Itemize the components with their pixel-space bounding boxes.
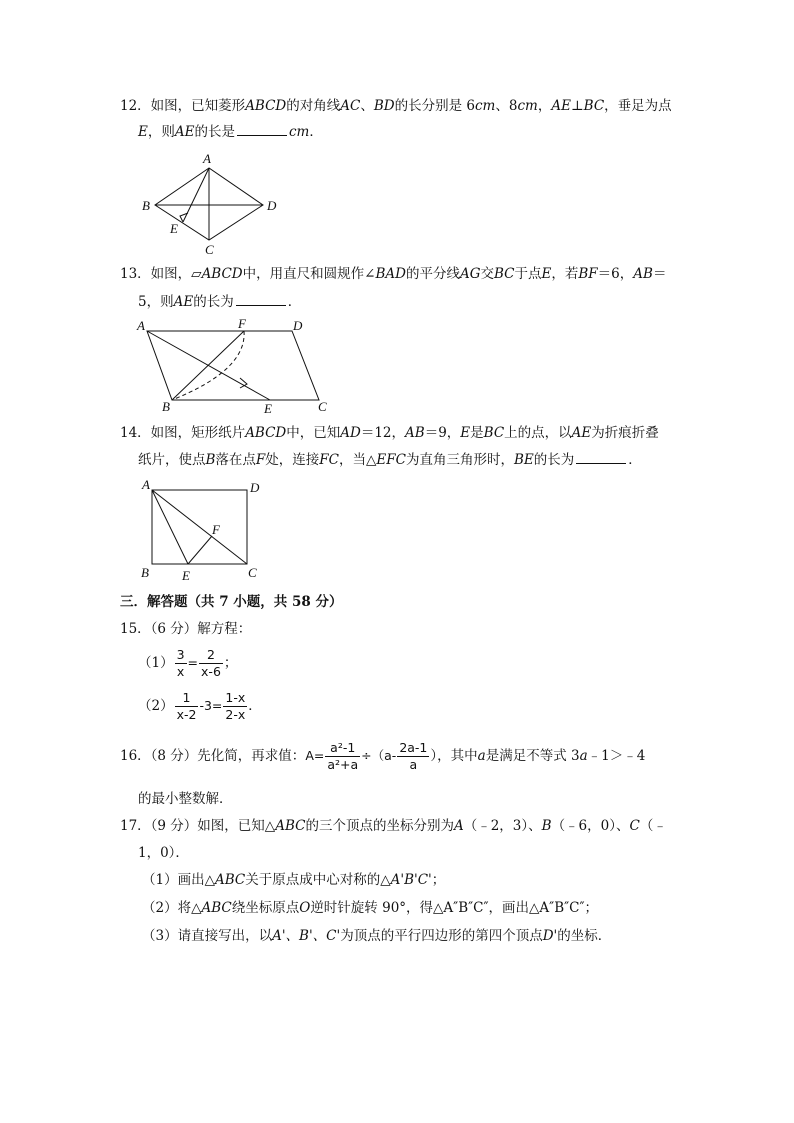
q15-part2 bbox=[138, 688, 262, 724]
denominator: a bbox=[409, 757, 418, 772]
q12-unit: cm bbox=[517, 98, 538, 114]
q14-text: 为折痕折叠 bbox=[591, 425, 659, 441]
q13-ab: AB bbox=[633, 266, 653, 282]
fraction bbox=[175, 647, 187, 680]
q12-text: 的对角线 bbox=[286, 98, 341, 114]
segment-ae bbox=[152, 490, 188, 564]
denominator: a²+a bbox=[327, 757, 359, 772]
q17-text: 17．（9 分）如图，已知△ bbox=[120, 818, 276, 834]
q13-bf: BF bbox=[578, 266, 598, 282]
q17-text: 绕坐标原点 bbox=[231, 900, 300, 916]
q14-text: ，当△ bbox=[339, 452, 377, 468]
q12-label-d: D bbox=[267, 198, 277, 213]
q13-ae: AE bbox=[173, 294, 194, 310]
q14-text: 落在点 bbox=[215, 452, 256, 468]
q13-label-a: A bbox=[137, 318, 145, 333]
q12-e: E bbox=[138, 124, 148, 140]
q12-text: ． bbox=[309, 124, 323, 140]
q13-text: ，若 bbox=[551, 266, 579, 282]
q12-label-c: C bbox=[205, 242, 214, 257]
q14-text: 是 bbox=[470, 425, 484, 441]
denominator: x-6 bbox=[201, 664, 221, 679]
q14-label-d: D bbox=[250, 480, 260, 495]
q12-unit: cm bbox=[475, 98, 496, 114]
fraction bbox=[199, 647, 223, 680]
q13-label-b: B bbox=[162, 399, 170, 414]
q12-text: ，则 bbox=[147, 124, 175, 140]
q17-points: A'、B'、C' bbox=[272, 928, 341, 944]
q17-text: （3）请直接写出，以 bbox=[142, 928, 273, 944]
q12-text: ，垂足为点 bbox=[604, 98, 672, 114]
q13-text: ． bbox=[287, 294, 302, 310]
q15-part1 bbox=[138, 645, 237, 681]
expression-text: -3= bbox=[199, 698, 223, 713]
numerator: 1-x bbox=[225, 690, 246, 705]
q13-label-e: E bbox=[264, 401, 272, 416]
section-heading: 三．解答题（共 7 小题，共 58 分） bbox=[120, 594, 343, 610]
q16-text: ），其中 bbox=[430, 748, 478, 764]
q17-text: （2）将△ bbox=[142, 900, 202, 916]
q14-ae: AE bbox=[571, 425, 592, 441]
q12-unit: cm bbox=[288, 124, 310, 140]
q16-text: ﹣1＞﹣4 bbox=[587, 748, 646, 764]
expression-text: A= bbox=[305, 748, 325, 763]
q13-label-d: D bbox=[293, 318, 303, 333]
fraction bbox=[175, 690, 199, 723]
q13-ag: AG bbox=[459, 266, 481, 282]
q13-text: 的平分线 bbox=[405, 266, 460, 282]
q15-text: ； bbox=[223, 655, 238, 671]
q13-e: E bbox=[541, 266, 552, 282]
q13-abcd: ABCD bbox=[201, 266, 243, 282]
q17-a: A bbox=[453, 818, 464, 834]
q14-label-e: E bbox=[182, 568, 190, 583]
q14-text: ＝12， bbox=[360, 425, 406, 441]
q17-part3 bbox=[142, 926, 611, 946]
numerator: 2a-1 bbox=[399, 740, 428, 755]
q13-text: 的长为 bbox=[193, 294, 234, 310]
q12-text: 的长分别是 6 bbox=[394, 98, 475, 114]
q17-abc: ABC bbox=[275, 818, 306, 834]
q14-text: 14．如图，矩形纸片 bbox=[120, 425, 246, 441]
q14-text: 中，已知 bbox=[286, 425, 341, 441]
coordinate-a: （﹣2，3）、 bbox=[463, 818, 542, 834]
q17-b: B bbox=[541, 818, 552, 834]
q14-label-f: F bbox=[212, 522, 220, 537]
q13-text: ＝6， bbox=[597, 266, 634, 282]
q17-text: 的三个顶点的坐标分别为 bbox=[305, 818, 454, 834]
fraction bbox=[223, 690, 247, 723]
q14-ab: AB bbox=[405, 425, 425, 441]
fraction bbox=[325, 740, 360, 773]
q14-text: 处，连接 bbox=[265, 452, 320, 468]
q14-label-b: B bbox=[141, 565, 149, 580]
q13-text: 中，用直尺和圆规作∠ bbox=[242, 266, 376, 282]
q16-line1 bbox=[120, 737, 645, 775]
q17-c: C bbox=[629, 818, 640, 834]
q14-text: ＝9， bbox=[424, 425, 461, 441]
q17-text: 关于原点成中心对称的△ bbox=[245, 872, 391, 888]
numerator: 3 bbox=[176, 647, 185, 662]
q12-ae: AE bbox=[174, 124, 195, 140]
q14-b: B bbox=[205, 452, 216, 468]
q17-line2: 1，0）． bbox=[138, 845, 189, 861]
segment-ef bbox=[188, 536, 212, 564]
part-label: （2） bbox=[138, 698, 174, 714]
q17-text: ； bbox=[431, 872, 446, 888]
part-label: （1） bbox=[138, 655, 174, 671]
numerator: 2 bbox=[199, 647, 223, 664]
q12-text: 12．如图，已知菱形 bbox=[120, 98, 246, 114]
q14-fc: FC bbox=[319, 452, 339, 468]
q12-label-e: E bbox=[170, 221, 178, 236]
q16-line2: 的最小整数解． bbox=[138, 791, 233, 807]
q17-text: （1）画出△ bbox=[142, 872, 215, 888]
q17-part1 bbox=[142, 870, 445, 890]
q15-text: ． bbox=[248, 698, 262, 714]
q17-line1 bbox=[120, 816, 667, 836]
q16-text: 16．（8 分）先化简，再求值： bbox=[120, 748, 306, 764]
q17-text: 为顶点的平行四边形的第四个顶点 bbox=[340, 928, 543, 944]
q13-text: 13．如图，▱ bbox=[120, 266, 202, 282]
q12-ac: AC bbox=[340, 98, 361, 114]
q13-label-f: F bbox=[238, 316, 246, 331]
q17-abc: ABC bbox=[214, 872, 246, 888]
numerator: 1 bbox=[175, 690, 199, 707]
q14-text: 上的点，以 bbox=[504, 425, 572, 441]
denominator: 2-x bbox=[225, 707, 246, 722]
q12-text: 、 bbox=[360, 98, 374, 114]
q17-abc: ABC bbox=[201, 900, 232, 916]
q17-abc-prime: A'B'C' bbox=[390, 872, 432, 888]
q13-text: 交 bbox=[480, 266, 494, 282]
q12-text: 、8 bbox=[495, 98, 518, 114]
q14-text: ． bbox=[628, 452, 642, 468]
q12-text: ， bbox=[537, 98, 552, 114]
q14-label-a: A bbox=[142, 477, 150, 492]
q12-label-a: A bbox=[203, 151, 211, 166]
fraction bbox=[397, 740, 429, 773]
q12-abcd: ABCD bbox=[245, 98, 287, 114]
q17-d-prime: D' bbox=[542, 928, 558, 944]
q17-text: 逆时针旋转 90°，得△A″B″C″，画出△A″B″C″； bbox=[310, 900, 599, 916]
q13-text: 5，则 bbox=[138, 294, 174, 310]
q14-e: E bbox=[460, 425, 471, 441]
denominator: x bbox=[176, 664, 185, 679]
coordinate-c: （﹣ bbox=[639, 818, 667, 834]
q17-part2 bbox=[142, 898, 598, 918]
q12-label-b: B bbox=[142, 198, 150, 213]
diagonal-ac bbox=[152, 490, 247, 564]
q13-bad: BAD bbox=[375, 266, 406, 282]
q14-text: 的长为 bbox=[533, 452, 575, 468]
q17-text: 的坐标． bbox=[557, 928, 612, 944]
q14-ad: AD bbox=[340, 425, 361, 441]
q14-f: F bbox=[255, 452, 266, 468]
variable-a: a bbox=[477, 748, 486, 764]
q16-text: 是满足不等式 3 bbox=[485, 748, 580, 764]
q15-heading: 15．（6 分）解方程： bbox=[120, 621, 252, 637]
q14-abcd: ABCD bbox=[245, 425, 287, 441]
coordinate-b: （﹣6，0）、 bbox=[551, 818, 630, 834]
q14-bc: BC bbox=[483, 425, 505, 441]
q12-bd: BD bbox=[373, 98, 395, 114]
variable-a: a bbox=[579, 748, 588, 764]
q13-label-c: C bbox=[318, 399, 327, 414]
numerator: a²-1 bbox=[325, 740, 360, 757]
q13-bc: BC bbox=[494, 266, 515, 282]
q14-label-c: C bbox=[248, 565, 257, 580]
q13-text: ＝ bbox=[652, 266, 667, 282]
denominator: x-2 bbox=[176, 707, 197, 722]
q12-perp: AE⊥BC bbox=[551, 98, 605, 114]
q12-text: 的长是 bbox=[194, 124, 235, 140]
q14-text: 纸片，使点 bbox=[138, 452, 206, 468]
q13-text: 于点 bbox=[514, 266, 542, 282]
q14-efc: EFC bbox=[376, 452, 406, 468]
expression-text: ÷（a- bbox=[361, 748, 397, 763]
q17-origin: O bbox=[299, 900, 311, 916]
equals-sign: = bbox=[187, 655, 199, 670]
q14-text: 为直角三角形时， bbox=[405, 452, 514, 468]
q14-be: BE bbox=[513, 452, 534, 468]
